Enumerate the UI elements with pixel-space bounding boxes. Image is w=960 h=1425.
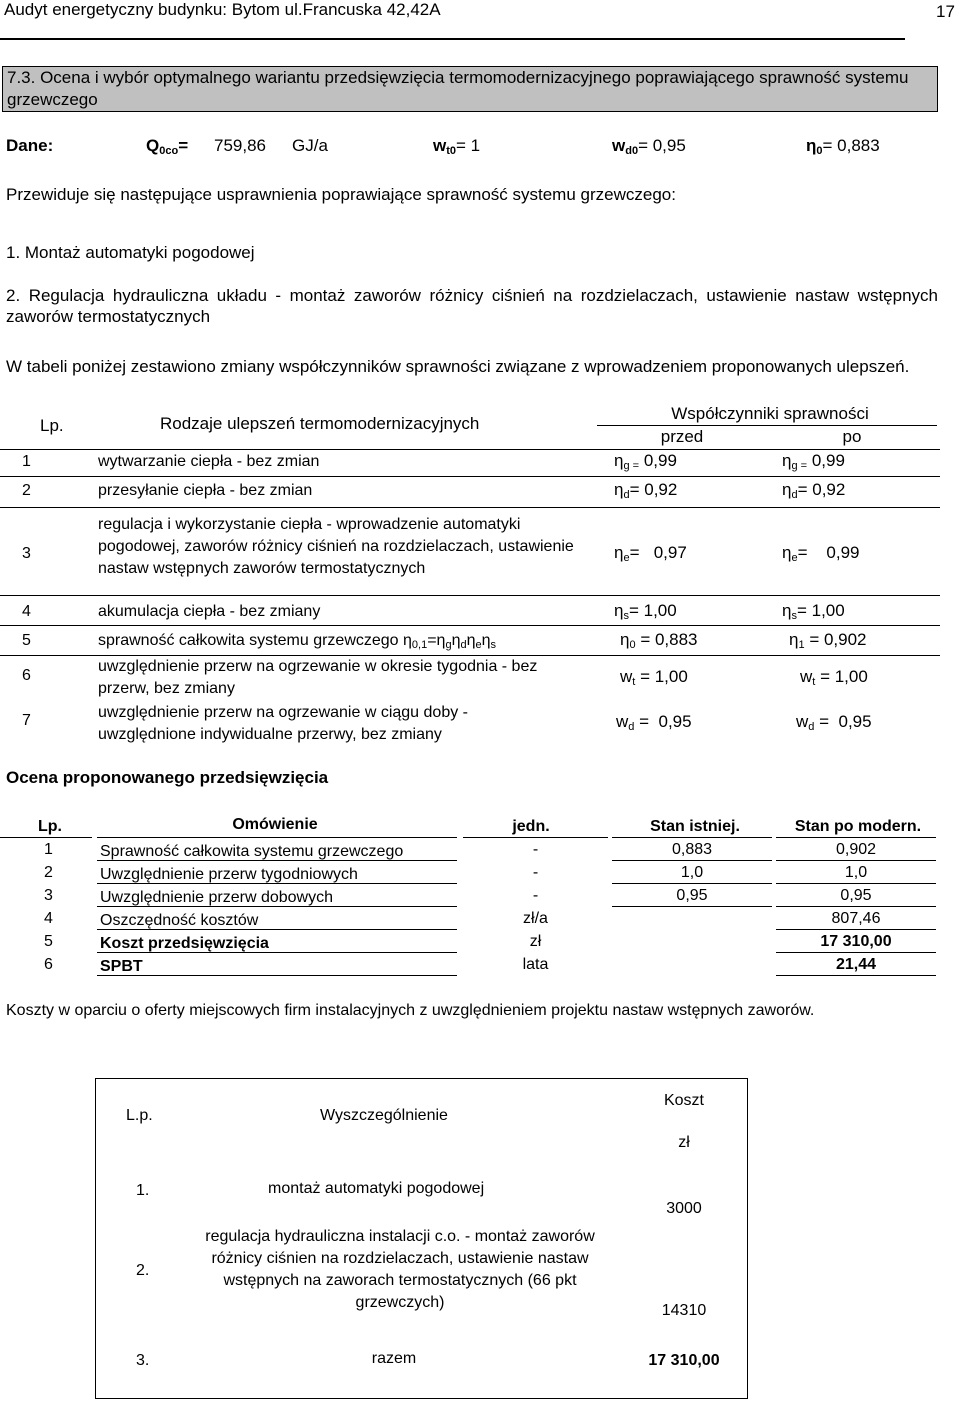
row-desc: wytwarzanie ciepła - bez zmian: [98, 453, 320, 470]
row-desc: przesyłanie ciepła - bez zmian: [98, 482, 313, 499]
assess-rule: [612, 860, 772, 861]
coef-head-after: po: [842, 427, 862, 446]
assess-desc: SPBT: [100, 958, 143, 975]
cost-head-unit: zł: [678, 1134, 690, 1151]
assess-lp: 4: [44, 910, 53, 927]
coef-head-lp: Lp.: [40, 416, 64, 435]
assess-rule: [97, 975, 457, 976]
row-after: $\eta_d= 0,92$: [782, 480, 846, 501]
assess-rule: [0, 837, 92, 838]
table-note: W tabeli poniżej zestawiono zmiany współczynników sprawności związane z wprowadzeniem proponowanych ulepszeń.: [6, 357, 910, 376]
row-desc: sprawność całkowita systemu grzewczego $\eta_{0,1}=\eta_g\eta_d\eta_e\eta_s$: [98, 632, 497, 651]
assess-rule: [776, 975, 936, 976]
q-unit: GJ/a: [292, 136, 328, 155]
row-desc: uwzględnienie przerw na ogrzewanie w okresie tygodnia - bez przerw, bez zmiany: [98, 658, 538, 697]
assess-rule: [463, 837, 608, 838]
assess-desc: Koszt przedsięwzięcia: [100, 935, 269, 952]
assess-after: 21,44: [835, 956, 877, 973]
assess-rule: [776, 906, 936, 907]
cost-value: 14310: [661, 1302, 707, 1319]
given-label: Dane:: [6, 136, 54, 155]
q-symbol: $Q_{0co}=$: [146, 136, 189, 157]
coef-rule: [0, 449, 940, 450]
row-before: $w_d = 0,95$: [616, 712, 692, 733]
assess-head-before: Stan istniej.: [650, 818, 740, 835]
cost-desc: regulacja hydrauliczna instalacji c.o. - montaż zaworów różnicy ciśnien na rozdzielaczach, ustawienie nastaw wstępnych na zaworach termostatycznych (66 pkt grzewczych): [205, 1228, 595, 1311]
assess-desc: Uwzględnienie przerw dobowych: [100, 889, 334, 906]
row-after: $\eta_e=$ 0,99: [782, 543, 860, 564]
assess-head-desc: Omówienie: [232, 816, 318, 833]
assess-unit: zł: [529, 933, 542, 950]
row-after: $\eta_1 = 0,902$: [789, 630, 867, 651]
assess-rule: [97, 906, 457, 907]
assess-rule: [97, 929, 457, 930]
section-title: 7.3. Ocena i wybór optymalnego wariantu przedsięwzięcia termomodernizacyjnego poprawiającego sprawność systemu grzewczego: [2, 66, 938, 112]
assess-rule: [97, 952, 457, 953]
row-desc: regulacja i wykorzystanie ciepła - wprowadzenie automatyki pogodowej, zaworów różnicy ciśnień na rozdzielaczach, ustawienie nastaw wstępnych zaworów termostatycznych: [98, 516, 574, 577]
row-lp: 7: [22, 712, 31, 729]
assess-unit: -: [532, 864, 539, 881]
assess-rule: [776, 883, 936, 884]
improvement-2: 2. Regulacja hydrauliczna układu - montaż zaworów różnicy ciśnień na rozdzielaczach, ustawienie nastaw wstępnych zaworów termostatycznych: [6, 286, 938, 326]
row-before: $\eta_e= 0,97$: [614, 543, 687, 564]
assess-rule: [97, 860, 457, 861]
assess-unit: -: [532, 887, 539, 904]
row-desc: akumulacja ciepła - bez zmiany: [98, 603, 321, 620]
costs-note: Koszty w oparciu o oferty miejscowych firm instalacyjnych z uwzględnieniem projektu nastaw wstępnych zaworów.: [6, 1002, 815, 1019]
assess-before: 1,0: [680, 864, 704, 881]
cost-value: 17 310,00: [648, 1352, 720, 1369]
assess-rule: [776, 929, 936, 930]
assess-rule: [97, 883, 457, 884]
assess-before: 0,883: [671, 841, 713, 858]
improvement-1: 1. Montaż automatyki pogodowej: [6, 243, 255, 262]
row-lp: 2: [22, 482, 31, 499]
row-before: $w_t = 1,00$: [620, 667, 688, 688]
row-lp: 6: [22, 667, 31, 684]
row-lp: 5: [22, 632, 31, 649]
assess-lp: 2: [44, 864, 53, 881]
assess-desc: Sprawność całkowita systemu grzewczego: [100, 843, 404, 860]
intro-text: Przewiduje się następujące usprawnienia poprawiające sprawność systemu grzewczego:: [6, 185, 676, 204]
assess-desc: Uwzględnienie przerw tygodniowych: [100, 866, 358, 883]
q-value: 759,86: [214, 136, 266, 155]
assess-after: 1,0: [844, 864, 868, 881]
cost-head-cost: Koszt: [663, 1092, 704, 1109]
coef-rule: [0, 507, 940, 508]
cost-lp: 2.: [136, 1262, 150, 1279]
coef-rule: [0, 625, 940, 626]
assess-rule: [612, 883, 772, 884]
cost-rule: [95, 1078, 748, 1079]
row-after: $w_t = 1,00$: [800, 667, 868, 688]
assess-unit: lata: [522, 956, 549, 973]
page-number: 17: [936, 2, 955, 21]
assess-rule: [776, 837, 936, 838]
page-header: Audyt energetyczny budynku: Bytom ul.Francuska 42,42A: [4, 0, 441, 19]
assess-after: 0,95: [840, 887, 872, 904]
row-after: $\eta_s= 1,00$: [782, 601, 845, 622]
assess-lp: 1: [44, 841, 53, 858]
assess-rule: [612, 837, 772, 838]
cost-desc: razem: [371, 1350, 417, 1367]
row-before: $\eta_{g =}$ 0,99: [614, 451, 677, 472]
assess-after: 17 310,00: [820, 933, 892, 950]
cost-rule: [747, 1078, 748, 1399]
coef-head-type: Rodzaje ulepszeń termomodernizacyjnych: [160, 414, 480, 433]
cost-head-lp: L.p.: [126, 1107, 153, 1124]
assessment-title: Ocena proponowanego przedsięwzięcia: [6, 768, 329, 787]
assess-rule: [97, 837, 457, 838]
row-after: $\eta_{g =}$ 0,99: [782, 451, 845, 472]
coef-head-coef: Współczynniki sprawności: [671, 404, 869, 423]
assess-lp: 5: [44, 933, 53, 950]
row-desc: uwzględnienie przerw na ogrzewanie w ciągu doby - uwzględnione indywidualne przerwy, bez zmiany: [98, 704, 468, 743]
cost-value: 3000: [666, 1200, 702, 1217]
assess-after: 0,902: [835, 841, 877, 858]
eta0-value: $\eta_0= 0,883$: [806, 136, 880, 157]
assess-rule: [612, 906, 772, 907]
assess-desc: Oszczędność kosztów: [100, 912, 259, 929]
assess-rule: [776, 860, 936, 861]
coef-rule: [0, 476, 940, 477]
row-lp: 3: [22, 545, 31, 562]
row-after: $w_d = 0,95$: [796, 712, 872, 733]
cost-lp: 1.: [136, 1182, 150, 1199]
assess-unit: zł/a: [523, 910, 548, 927]
header-rule: [0, 38, 905, 40]
row-before: $\eta_0 = 0,883$: [620, 630, 698, 651]
assess-head-lp: Lp.: [38, 818, 62, 835]
assess-after: 807,46: [831, 910, 881, 927]
assess-head-unit: jedn.: [512, 818, 550, 835]
row-before: $\eta_d= 0,92$: [614, 480, 678, 501]
cost-rule: [95, 1398, 748, 1399]
cost-head-desc: Wyszczególnienie: [320, 1107, 448, 1124]
cost-lp: 3.: [136, 1352, 150, 1369]
wd0-value: $w_{d0}= 0,95$: [612, 136, 686, 157]
assess-before: 0,95: [676, 887, 708, 904]
row-before: $\eta_s= 1,00$: [614, 601, 677, 622]
wt0-value: $w_{t0}= 1$: [433, 136, 481, 157]
row-lp: 4: [22, 603, 31, 620]
cost-rule: [95, 1078, 96, 1399]
assess-lp: 3: [44, 887, 53, 904]
row-lp: 1: [22, 453, 31, 470]
assess-lp: 6: [44, 956, 53, 973]
coef-head-before: przed: [660, 427, 704, 446]
cost-desc: montaż automatyki pogodowej: [268, 1180, 485, 1197]
assess-rule: [776, 952, 936, 953]
coef-rule: [0, 595, 940, 596]
assess-head-after: Stan po modern.: [794, 818, 922, 835]
assess-unit: -: [532, 841, 539, 858]
coef-head-rule: [597, 425, 937, 426]
